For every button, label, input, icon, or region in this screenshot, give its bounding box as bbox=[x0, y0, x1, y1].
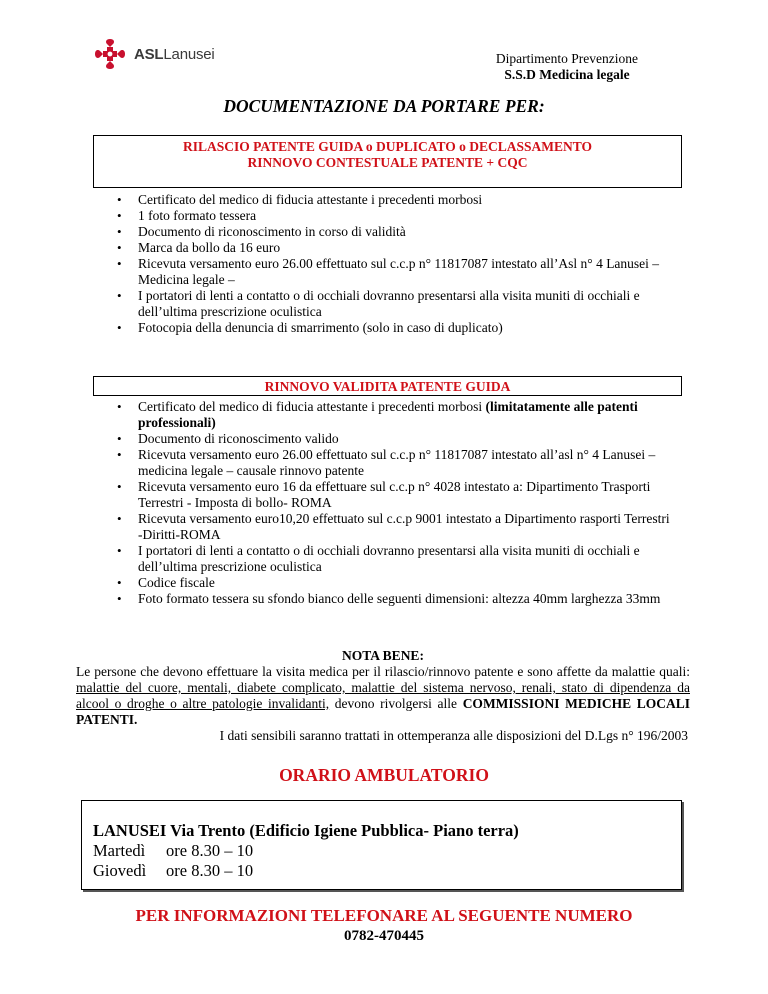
orario-row bbox=[93, 861, 681, 881]
section1-heading-line2: RINNOVO CONTESTUALE PATENTE + CQC bbox=[247, 155, 528, 170]
nota-bene bbox=[76, 648, 690, 744]
nota-body bbox=[76, 664, 690, 728]
nota-heading: NOTA BENE: bbox=[342, 648, 424, 663]
list-item: • Documento di riconoscimento in corso di validità bbox=[117, 224, 677, 240]
nota-underlined: malattie del cuore, mentali, diabete complicato, malattie del sistema nervoso, renali, stato di dipendenza da alcool o droghe o altre patologie invalidanti, bbox=[76, 680, 690, 711]
logo-text-light: Lanusei bbox=[163, 45, 215, 63]
section1-heading-line1: RILASCIO PATENTE GUIDA o DUPLICATO o DECLASSAMENTO bbox=[182, 139, 593, 154]
orario-box bbox=[81, 800, 682, 890]
list-item: • I portatori di lenti a contatto o di occhiali dovranno presentarsi alla visita muniti di occhiali e dell’ultima prescrizione oculistica bbox=[117, 288, 677, 320]
list-item: • Ricevuta versamento euro10,20 effettuato sul c.c.p 9001 intestato a Dipartimento rasporti Terrestri -Diritti-ROMA bbox=[117, 511, 677, 543]
phone-number: 0782-470445 bbox=[344, 928, 424, 944]
asl-cross-icon bbox=[92, 36, 128, 72]
list-item: • Ricevuta versamento euro 26.00 effettuato sul c.c.p n° 11817087 intestato all’asl n° 4 Lanusei – medicina legale – causale rinnovo patente bbox=[117, 447, 677, 479]
list-item-text: Certificato del medico di fiducia attestante i precedenti morbosi bbox=[138, 399, 486, 414]
list-item: • Ricevuta versamento euro 16 da effettuare sul c.c.p n° 4028 intestato a: Dipartimento Trasporti Terrestri - Imposta di bollo- ROMA bbox=[117, 479, 677, 511]
list-item: • Foto formato tessera su sfondo bianco delle seguenti dimensioni: altezza 40mm larghezza 33mm bbox=[117, 591, 677, 607]
section2-heading-box bbox=[93, 376, 682, 396]
info-footer bbox=[0, 906, 768, 946]
orario-day: Martedì bbox=[93, 841, 146, 860]
section1-heading-box bbox=[93, 135, 682, 188]
list-item: • Certificato del medico di fiducia attestante i precedenti morbosi bbox=[117, 192, 677, 208]
list-item: • Codice fiscale bbox=[117, 575, 677, 591]
info-text: PER INFORMAZIONI TELEFONARE AL SEGUENTE NUMERO bbox=[135, 906, 633, 925]
logo-text-bold: ASL bbox=[134, 45, 164, 63]
list-item: • Fotocopia della denuncia di smarrimento (solo in caso di duplicato) bbox=[117, 320, 677, 336]
asl-logo bbox=[92, 36, 215, 72]
department-header bbox=[496, 51, 638, 83]
department-unit: S.S.D Medicina legale bbox=[504, 67, 630, 82]
orario-time: ore 8.30 – 10 bbox=[166, 841, 254, 860]
orario-row bbox=[93, 841, 681, 861]
list-item: • I portatori di lenti a contatto o di occhiali dovranno presentarsi alla visita muniti di occhiali e dell’ultima prescrizione oculistica bbox=[117, 543, 677, 575]
orario-title: ORARIO AMBULATORIO bbox=[279, 765, 489, 785]
nota-bold: COMMISSIONI MEDICHE LOCALI PATENTI. bbox=[76, 696, 690, 727]
list-item: • Documento di riconoscimento valido bbox=[117, 431, 677, 447]
list-item-bold: (limitatamente alle patenti professionali) bbox=[138, 399, 638, 430]
nota-text-2: devono rivolgersi alle bbox=[329, 696, 463, 711]
list-item bbox=[117, 399, 677, 431]
department-name: Dipartimento Prevenzione bbox=[495, 51, 638, 66]
list-item: • 1 foto formato tessera bbox=[117, 208, 677, 224]
section2-heading: RINNOVO VALIDITA PATENTE GUIDA bbox=[264, 379, 511, 394]
nota-text: Le persone che devono effettuare la visita medica per il rilascio/rinnovo patente e sono affette da malattie quali: bbox=[76, 664, 690, 679]
orario-place: LANUSEI Via Trento (Edificio Igiene Pubblica- Piano terra) bbox=[93, 821, 519, 840]
section1-list bbox=[117, 192, 677, 336]
orario-day: Giovedì bbox=[93, 861, 147, 880]
privacy-note: I dati sensibili saranno trattati in ottemperanza alle disposizioni del D.Lgs n° 196/2003 bbox=[219, 728, 688, 743]
list-item: • Marca da bollo da 16 euro bbox=[117, 240, 677, 256]
section2-list bbox=[117, 399, 677, 607]
document-title: DOCUMENTAZIONE DA PORTARE PER: bbox=[223, 96, 545, 116]
orario-time: ore 8.30 – 10 bbox=[166, 861, 254, 880]
list-item: • Ricevuta versamento euro 26.00 effettuato sul c.c.p n° 11817087 intestato all’Asl n° 4 Lanusei – Medicina legale – bbox=[117, 256, 677, 288]
